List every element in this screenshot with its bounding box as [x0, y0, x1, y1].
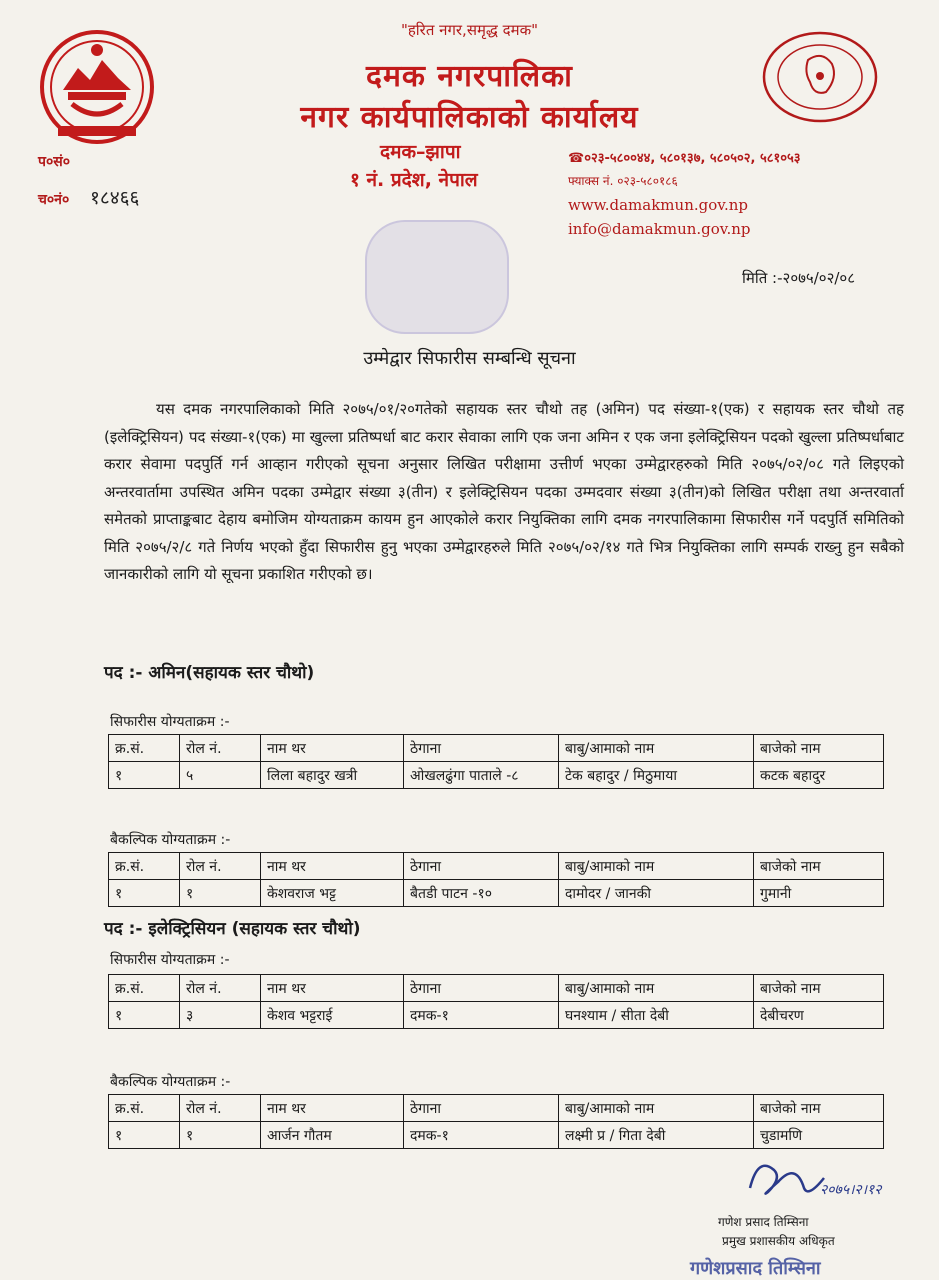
notice-body: यस दमक नगरपालिकाको मिति २०७५/०१/२०गतेको सहायक स्तर चौथो तह (अमिन) पद संख्या-१(एक) र सहायक स्तर चौथो तह (इलेक्ट्रिसियन) पद संख्या-१(एक) मा खुल्ला प्रतिष्पर्धा बाट करार सेवाका लागि एक जना अमिन र एक जना इलेक्ट्रिसियन पदको खुल्ला प्रतिष्पर्धाबाट करार सेवामा पदपुर्ति गर्न आव्हान गरीएको सूचना अनुसार लिखित परीक्षामा उत्तीर्ण भएका उम्मेद्वारहरुको मिति २०७५/०२/०८ गते लिइएको अन्तरवार्तामा उपस्थित अमिन पदका उम्मेद्वार संख्या ३(तीन) र इलेक्ट्रिसियन पदका उम्मदवार संख्या ३(तीन)को लिखित परीक्षा तथा अन्तरवार्ता समेतको प्राप्ताङ्कबाट देहाय बमोजिम योग्यताक्रम कायम हुन आएकोले करार नियुक्तिका लागि दमक नगरपालिकामा सिफारीस गर्ने पदपुर्ति समितिको मिति २०७५/२/८ गते निर्णय भएको हुँदा सिफारीस हुनु भएका उम्मेद्वारहरुले मिति २०७५/०२/१४ गते भित्र नियुक्तिका लागि सम्पर्क राख्नु हुन सबैको जानकारीको लागि यो सूचना प्रकाशित गरीएको छ।: [104, 400, 904, 583]
col-address: ठेगाना: [404, 735, 559, 762]
office-subtitle: नगर कार्यपालिकाको कार्यालय: [300, 100, 639, 135]
col-parents: बाबु/आमाको नाम: [559, 975, 754, 1002]
table-row: [109, 1002, 884, 1029]
col-address: ठेगाना: [404, 1095, 559, 1122]
cell-roll: ३: [180, 1002, 261, 1029]
website-link[interactable]: www.damakmun.gov.np: [568, 196, 748, 214]
table-row: [109, 1122, 884, 1149]
cell-parents: लक्ष्मी प्र / गिता देबी: [559, 1122, 754, 1149]
recommended-label: सिफारीस योग्यताक्रम :-: [110, 952, 230, 968]
col-roll: रोल नं.: [180, 735, 261, 762]
post-title-electrician: पद :- इलेक्ट्रिसियन (सहायक स्तर चौथो): [104, 919, 361, 939]
amin-alternate-wrap: [0, 852, 939, 912]
cell-grandfather: कटक बहादुर: [754, 762, 884, 789]
col-roll: रोल नं.: [180, 975, 261, 1002]
email-link[interactable]: info@damakmun.gov.np: [568, 220, 751, 238]
cell-grandfather: गुमानी: [754, 880, 884, 907]
signature-date: २०७५।२।१२: [820, 1182, 882, 1198]
cell-sn: १: [109, 762, 180, 789]
office-stamp: [365, 220, 509, 334]
col-name: नाम थर: [261, 975, 404, 1002]
cell-name: आर्जन गौतम: [261, 1122, 404, 1149]
col-grandfather: बाजेको नाम: [754, 975, 884, 1002]
col-address: ठेगाना: [404, 853, 559, 880]
electrician-alternate-table: [108, 1094, 884, 1149]
cell-roll: १: [180, 880, 261, 907]
col-grandfather: बाजेको नाम: [754, 735, 884, 762]
table-row: [109, 880, 884, 907]
district-line: दमक–झापा: [380, 141, 461, 163]
col-sn: क्र.सं.: [109, 853, 180, 880]
col-name: नाम थर: [261, 853, 404, 880]
cell-sn: १: [109, 880, 180, 907]
alternate-label: बैकल्पिक योग्यताक्रम :-: [110, 1074, 231, 1090]
col-address: ठेगाना: [404, 975, 559, 1002]
col-parents: बाबु/आमाको नाम: [559, 853, 754, 880]
col-grandfather: बाजेको नाम: [754, 853, 884, 880]
table-header-row: [109, 853, 884, 880]
recommended-label: सिफारीस योग्यताक्रम :-: [110, 714, 230, 730]
slogan: "हरित नगर,समृद्ध दमक": [400, 21, 539, 39]
cell-sn: १: [109, 1122, 180, 1149]
cell-sn: १: [109, 1002, 180, 1029]
alternate-label: बैकल्पिक योग्यताक्रम :-: [110, 832, 231, 848]
cell-address: बैतडी पाटन -१०: [404, 880, 559, 907]
post-title-amin: पद :- अमिन(सहायक स्तर चौथो): [104, 663, 315, 683]
amin-alternate-table: [108, 852, 884, 907]
col-sn: क्र.सं.: [109, 975, 180, 1002]
cell-name: केशव भट्टराई: [261, 1002, 404, 1029]
col-parents: बाबु/आमाको नाम: [559, 735, 754, 762]
fax-number: फ्याक्स नं. ०२३-५८०१८६: [568, 174, 678, 188]
cell-grandfather: चुडामणि: [754, 1122, 884, 1149]
col-sn: क्र.सं.: [109, 1095, 180, 1122]
cell-address: ओखलढुंगा पाताले -८: [404, 762, 559, 789]
col-name: नाम थर: [261, 1095, 404, 1122]
chalani-label: च०नं०: [38, 192, 70, 208]
notice-date: मिति :-२०७५/०२/०८: [742, 269, 856, 287]
col-roll: रोल नं.: [180, 853, 261, 880]
col-name: नाम थर: [261, 735, 404, 762]
cell-parents: दामोदर / जानकी: [559, 880, 754, 907]
cell-name: लिला बहादुर खत्री: [261, 762, 404, 789]
cell-parents: घनश्याम / सीता देबी: [559, 1002, 754, 1029]
name-stamp: गणेशप्रसाद तिम्सिना: [690, 1258, 821, 1279]
col-roll: रोल नं.: [180, 1095, 261, 1122]
notice-subject: उम्मेद्वार सिफारीस सम्बन्धि सूचना: [363, 348, 576, 369]
signatory-designation: प्रमुख प्रशासकीय अधिकृत: [722, 1234, 835, 1248]
patra-sankhya-label: प०सं०: [38, 154, 70, 170]
office-name: दमक नगरपालिका: [366, 59, 573, 94]
chalani-number: १८४६६: [90, 187, 140, 209]
electrician-recommended-table: [108, 974, 884, 1029]
cell-roll: १: [180, 1122, 261, 1149]
col-grandfather: बाजेको नाम: [754, 1095, 884, 1122]
cell-address: दमक-१: [404, 1122, 559, 1149]
signatory-name: गणेश प्रसाद तिम्सिना: [718, 1215, 809, 1229]
amin-recommended-table: [108, 734, 884, 789]
cell-roll: ५: [180, 762, 261, 789]
cell-address: दमक-१: [404, 1002, 559, 1029]
phone-numbers: ☎०२३-५८००४४, ५८०१३७, ५८०५०२, ५८१०५३: [568, 151, 801, 166]
province-line: १ नं. प्रदेश, नेपाल: [350, 169, 478, 191]
col-sn: क्र.सं.: [109, 735, 180, 762]
table-header-row: [109, 975, 884, 1002]
cell-parents: टेक बहादुर / मिठुमाया: [559, 762, 754, 789]
cell-name: केशवराज भट्ट: [261, 880, 404, 907]
col-parents: बाबु/आमाको नाम: [559, 1095, 754, 1122]
cell-grandfather: देबीचरण: [754, 1002, 884, 1029]
table-header-row: [109, 1095, 884, 1122]
table-header-row: [109, 735, 884, 762]
table-row: [109, 762, 884, 789]
